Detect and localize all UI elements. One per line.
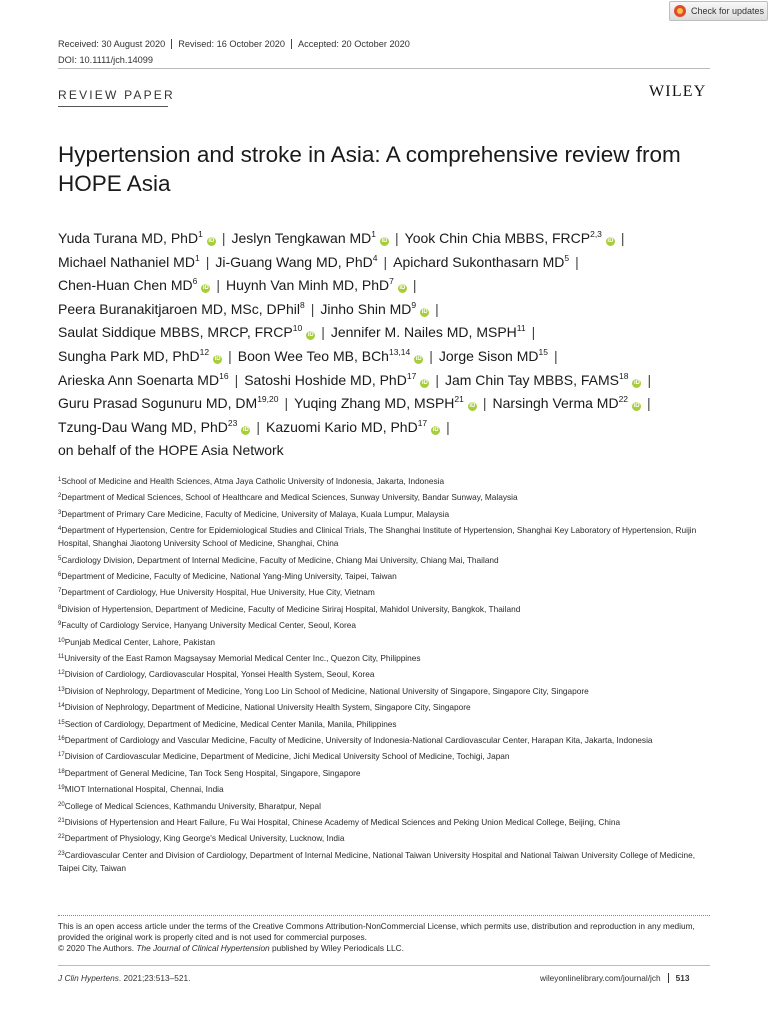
copyright-line bbox=[58, 943, 713, 954]
affiliation bbox=[58, 524, 718, 550]
orcid-icon[interactable]: iD bbox=[421, 379, 428, 386]
orcid-icon[interactable]: iD bbox=[208, 238, 215, 244]
author-separator: | bbox=[216, 277, 220, 294]
affiliation-text: Punjab Medical Center, Lahore, Pakistan bbox=[64, 636, 216, 647]
affiliation bbox=[58, 636, 718, 649]
affiliation bbox=[58, 570, 718, 583]
author-name[interactable]: Kazuomi Kario MD, PhD bbox=[265, 418, 418, 435]
author-affiliation-ref: 7 bbox=[389, 276, 394, 287]
author-name[interactable]: Apichard Sukonthasarn MD bbox=[393, 253, 565, 270]
author-name[interactable]: Yuqing Zhang MD, MSPH bbox=[294, 395, 455, 412]
author-name[interactable]: Ji-Guang Wang MD, PhD bbox=[215, 253, 373, 270]
affiliation-text: Department of Cardiology, Hue University Hospital, Hue University, Hue City, Vietnam bbox=[61, 587, 375, 598]
affiliation-text: Division of Cardiology, Cardiovascular Hospital, Yonsei Health System, Seoul, Korea bbox=[64, 669, 375, 680]
affiliation bbox=[58, 734, 718, 747]
author-separator: | bbox=[284, 395, 289, 412]
orcid-icon[interactable]: iD bbox=[633, 379, 640, 386]
author-affiliation-ref: 1 bbox=[194, 252, 200, 263]
author-name[interactable]: Jorge Sison MD bbox=[438, 347, 539, 364]
orcid-icon[interactable]: iD bbox=[242, 426, 249, 433]
publisher-logo: WILEY bbox=[649, 83, 707, 100]
affiliation bbox=[58, 750, 718, 763]
affiliation bbox=[58, 554, 718, 567]
affiliation-number: 22 bbox=[58, 834, 65, 841]
received-date: Received: 30 August 2020 bbox=[58, 39, 166, 49]
author-separator: | bbox=[234, 371, 239, 388]
author-affiliation-ref: 9 bbox=[411, 299, 417, 310]
journal-name: The Journal of Clinical Hypertension bbox=[136, 943, 270, 954]
author-affiliation-ref: 17 bbox=[406, 370, 417, 381]
author-separator: | bbox=[446, 418, 450, 435]
author-affiliation-ref: 16 bbox=[219, 370, 229, 381]
affiliation bbox=[58, 800, 718, 813]
orcid-icon[interactable]: iD bbox=[399, 285, 406, 292]
affiliation-number: 5 bbox=[58, 555, 62, 562]
affiliation-number: 23 bbox=[58, 850, 65, 857]
author-line bbox=[58, 416, 718, 440]
orcid-icon[interactable]: iD bbox=[469, 403, 476, 410]
author-name[interactable]: Jeslyn Tengkawan MD bbox=[231, 230, 372, 246]
affiliation bbox=[58, 701, 718, 714]
affiliation-number: 6 bbox=[58, 571, 62, 578]
affiliation-text: Section of Cardiology, Department of Medicine, Medical Center Manila, Manila, Philippines bbox=[64, 718, 397, 729]
author-name[interactable]: Yook Chin Chia MBBS, FRCP bbox=[404, 230, 591, 246]
citation bbox=[58, 973, 190, 983]
author-name[interactable]: Jennifer M. Nailes MD, MSPH bbox=[330, 324, 517, 341]
author-separator: | bbox=[575, 253, 579, 270]
author-separator: | bbox=[435, 371, 439, 388]
author-affiliation-ref: 2,3 bbox=[590, 229, 602, 239]
affiliation-text: Department of Medicine, Faculty of Medicine, National Yang-Ming University, Taipei, Taiwan bbox=[61, 570, 397, 581]
author-separator: | bbox=[531, 324, 536, 341]
author-separator: | bbox=[256, 418, 260, 435]
affiliation-number: 4 bbox=[58, 526, 62, 533]
affiliation bbox=[58, 767, 718, 780]
affiliation-number: 3 bbox=[58, 509, 62, 516]
author-list bbox=[58, 227, 718, 463]
license-text: This is an open access article under the terms of the Creative Commons Attribution-NonCommercial License, which permits use, distribution and reproduction in any medium, provided the original work is properly cited and is not used for commercial purposes. bbox=[58, 921, 695, 943]
affiliation-number: 10 bbox=[58, 637, 65, 644]
author-separator: | bbox=[321, 324, 325, 341]
affiliation-text: Faculty of Cardiology Service, Hanyang University Medical Center, Seoul, Korea bbox=[61, 620, 357, 631]
author-affiliation-ref: 1 bbox=[198, 229, 203, 239]
author-separator: | bbox=[647, 395, 651, 412]
affiliation-list bbox=[58, 475, 718, 878]
author-separator: | bbox=[395, 230, 399, 246]
citation-journal: J Clin Hypertens bbox=[58, 973, 119, 983]
author-name[interactable]: Huynh Van Minh MD, PhD bbox=[226, 277, 390, 294]
author-line bbox=[58, 321, 718, 345]
affiliation-text: Division of Nephrology, Department of Medicine, Yong Loo Lin School of Medicine, National University of Singapore, Singapore City, Singapore bbox=[64, 685, 589, 696]
author-name[interactable]: Peera Buranakitjaroen MD, MSc, DPhil bbox=[58, 300, 300, 317]
author-separator: | bbox=[412, 277, 417, 294]
affiliation-number: 19 bbox=[58, 785, 65, 792]
copyright-prefix: © 2020 The Authors. bbox=[58, 943, 137, 954]
copyright-suffix: published by Wiley Periodicals LLC. bbox=[269, 943, 404, 954]
author-separator: | bbox=[383, 253, 388, 270]
affiliation bbox=[58, 491, 718, 504]
author-name[interactable]: Sungha Park MD, PhD bbox=[58, 347, 200, 364]
affiliation bbox=[58, 619, 718, 632]
affiliation-number: 8 bbox=[58, 604, 62, 611]
affiliation-number: 11 bbox=[58, 653, 65, 660]
author-separator: | bbox=[221, 230, 226, 246]
author-name[interactable]: Chen-Huan Chen MD bbox=[58, 277, 193, 294]
author-separator: | bbox=[310, 300, 315, 317]
footer-divider bbox=[58, 965, 710, 966]
affiliation bbox=[58, 685, 718, 698]
license-block bbox=[58, 921, 713, 955]
license-divider bbox=[58, 915, 710, 916]
affiliation-text: University of the East Ramon Magsaysay Memorial Medical Center Inc., Quezon City, Philippines bbox=[64, 652, 421, 663]
affiliation-text: Department of Medical Sciences, School of Healthcare and Medical Sciences, Sunway University, Bandar Sunway, Malaysia bbox=[61, 492, 518, 503]
affiliation-text: Department of Primary Care Medicine, Faculty of Medicine, University of Malaya, Kuala Lumpur, Malaysia bbox=[61, 508, 450, 519]
author-separator: | bbox=[647, 371, 652, 388]
affiliation bbox=[58, 832, 718, 845]
affiliation-number: 20 bbox=[58, 801, 65, 808]
affiliation-text: School of Medicine and Health Sciences, Atma Jaya Catholic University of Indonesia, Jakarta, Indonesia bbox=[61, 476, 445, 486]
check-for-updates-label: Check for updates bbox=[691, 6, 765, 16]
author-line bbox=[58, 392, 718, 416]
affiliation-number: 21 bbox=[58, 818, 65, 825]
author-affiliation-ref: 22 bbox=[618, 394, 629, 405]
author-affiliation-ref: 8 bbox=[300, 299, 305, 310]
footer-right bbox=[540, 973, 690, 983]
affiliation-text: Divisions of Hypertension and Heart Failure, Fu Wai Hospital, Chinese Academy of Medical Sciences and Peking Union Medical College, Beijing, China bbox=[64, 817, 621, 828]
author-separator: | bbox=[482, 395, 487, 412]
author-affiliation-ref: 10 bbox=[292, 323, 303, 334]
author-name[interactable]: Yuda Turana MD, PhD bbox=[58, 230, 199, 246]
affiliation-number: 12 bbox=[58, 670, 65, 677]
author-name[interactable]: Saulat Siddique MBBS, MRCP, FRCP bbox=[58, 324, 293, 341]
orcid-icon[interactable]: iD bbox=[432, 426, 439, 433]
orcid-icon[interactable]: iD bbox=[415, 355, 422, 362]
author-name[interactable]: Tzung-Dau Wang MD, PhD bbox=[58, 418, 228, 435]
affiliation-text: Department of Cardiology and Vascular Medicine, Faculty of Medicine, University of Indonesia-National Cardiovascular Center, Harapan Kita, Jakarta, Indonesia bbox=[64, 735, 653, 745]
affiliation bbox=[58, 849, 718, 875]
affiliation bbox=[58, 586, 718, 599]
author-line bbox=[58, 345, 718, 369]
author-line bbox=[58, 274, 718, 298]
affiliation-number: 16 bbox=[58, 736, 65, 742]
orcid-icon[interactable]: iD bbox=[381, 238, 388, 244]
section-underline bbox=[58, 106, 168, 107]
author-separator: | bbox=[205, 253, 210, 270]
affiliation bbox=[58, 718, 718, 731]
affiliation bbox=[58, 816, 718, 829]
orcid-icon[interactable]: iD bbox=[214, 355, 221, 362]
affiliation-number: 17 bbox=[58, 752, 65, 759]
behalf-line: on behalf of the HOPE Asia Network bbox=[58, 442, 284, 459]
author-lines bbox=[58, 227, 718, 439]
check-for-updates-button[interactable] bbox=[669, 1, 768, 21]
page-number: 513 bbox=[668, 973, 690, 983]
affiliation bbox=[58, 508, 718, 521]
author-affiliation-ref: 11 bbox=[516, 323, 526, 334]
citation-details: . 2021;23:513–521. bbox=[118, 973, 191, 983]
affiliation-number: 9 bbox=[58, 621, 62, 628]
author-affiliation-ref: 13,14 bbox=[388, 346, 411, 357]
affiliation bbox=[58, 652, 718, 665]
affiliation-text: Department of Physiology, King George's Medical University, Lucknow, India bbox=[64, 833, 345, 844]
accepted-date: Accepted: 20 October 2020 bbox=[291, 39, 416, 49]
affiliation bbox=[58, 668, 718, 681]
section-label: REVIEW PAPER bbox=[58, 88, 175, 102]
affiliation-text: Department of General Medicine, Tan Tock Seng Hospital, Singapore, Singapore bbox=[64, 767, 361, 778]
author-affiliation-ref: 18 bbox=[618, 370, 629, 381]
affiliation bbox=[58, 475, 718, 488]
crossmark-icon bbox=[674, 5, 686, 17]
article-title: Hypertension and stroke in Asia: A comprehensive review from HOPE Asia bbox=[58, 142, 681, 196]
affiliation-text: College of Medical Sciences, Kathmandu University, Bharatpur, Nepal bbox=[64, 800, 321, 811]
orcid-icon[interactable]: iD bbox=[202, 285, 209, 292]
orcid-icon[interactable]: iD bbox=[421, 308, 428, 315]
author-affiliation-ref: 15 bbox=[538, 346, 548, 357]
author-name[interactable]: Arieska Ann Soenarta MD bbox=[58, 371, 220, 388]
doi-link[interactable]: DOI: 10.1111/jch.14099 bbox=[58, 55, 153, 65]
article-dates bbox=[58, 37, 416, 51]
author-affiliation-ref: 19,20 bbox=[257, 394, 279, 405]
author-separator: | bbox=[435, 300, 439, 317]
author-name[interactable]: Boon Wee Teo MB, BCh bbox=[237, 347, 389, 364]
revised-date: Revised: 16 October 2020 bbox=[171, 39, 291, 49]
affiliation-number: 13 bbox=[58, 686, 65, 693]
author-affiliation-ref: 23 bbox=[227, 417, 238, 428]
affiliation-number: 7 bbox=[58, 588, 62, 595]
author-affiliation-ref: 12 bbox=[199, 346, 210, 357]
author-name[interactable]: Jam Chin Tay MBBS, FAMS bbox=[444, 371, 619, 388]
header-divider bbox=[58, 68, 710, 69]
affiliation bbox=[58, 603, 718, 616]
author-affiliation-ref: 5 bbox=[564, 252, 570, 263]
author-line bbox=[58, 369, 718, 393]
author-name[interactable]: Guru Prasad Sogunuru MD, DM bbox=[58, 395, 258, 412]
affiliation-text: Division of Hypertension, Department of Medicine, Faculty of Medicine Siriraj Hospital, Mahidol University, Bangkok, Thailand bbox=[61, 603, 521, 614]
author-separator: | bbox=[228, 347, 232, 364]
affiliation-number: 2 bbox=[58, 493, 62, 500]
affiliation-text: Division of Nephrology, Department of Medicine, National University Health System, Singapore City, Singapore bbox=[64, 702, 471, 713]
author-name[interactable]: Jinho Shin MD bbox=[320, 300, 412, 317]
author-line bbox=[58, 227, 718, 251]
author-affiliation-ref: 1 bbox=[371, 229, 376, 239]
orcid-icon[interactable]: iD bbox=[607, 238, 614, 244]
author-line bbox=[58, 298, 718, 322]
affiliation-number: 14 bbox=[58, 703, 65, 710]
affiliation-number: 15 bbox=[58, 719, 65, 726]
orcid-icon[interactable]: iD bbox=[307, 332, 314, 339]
affiliation-text: MIOT International Hospital, Chennai, India bbox=[64, 784, 224, 795]
affiliation-number: 1 bbox=[58, 477, 62, 483]
author-separator: | bbox=[553, 347, 558, 364]
author-name[interactable]: Narsingh Verma MD bbox=[492, 395, 619, 412]
affiliation-number: 18 bbox=[58, 768, 65, 775]
author-affiliation-ref: 4 bbox=[372, 252, 378, 263]
affiliation-text: Cardiology Division, Department of Internal Medicine, Faculty of Medicine, Chiang Mai University, Chiang Mai, Thailand bbox=[61, 554, 499, 565]
affiliation-text: Division of Cardiovascular Medicine, Department of Medicine, Jichi Medical University School of Medicine, Tochigi, Japan bbox=[64, 751, 510, 762]
author-affiliation-ref: 21 bbox=[454, 394, 464, 405]
author-name[interactable]: Michael Nathaniel MD bbox=[58, 253, 195, 270]
affiliation-text: Department of Hypertension, Centre for Epidemiological Studies and Clinical Trials, The Shanghai Institute of Hypertension, Shanghai Key Laboratory of Hypertension, Ruijin Hospital, Shanghai Jiaotong University School of Medicine, Shanghai, China bbox=[58, 525, 697, 549]
author-line bbox=[58, 251, 718, 275]
author-name[interactable]: Satoshi Hoshide MD, PhD bbox=[244, 371, 407, 388]
journal-url[interactable]: wileyonlinelibrary.com/journal/jch bbox=[540, 973, 661, 983]
affiliation-text: Cardiovascular Center and Division of Cardiology, Department of Internal Medicine, National Taiwan University Hospital and National Taiwan University College of Medicine, Taipei City, Taiwan bbox=[58, 849, 696, 873]
author-affiliation-ref: 17 bbox=[417, 417, 428, 428]
author-affiliation-ref: 6 bbox=[192, 276, 198, 287]
orcid-icon[interactable]: iD bbox=[633, 403, 640, 410]
author-separator: | bbox=[429, 347, 433, 364]
author-separator: | bbox=[620, 230, 625, 246]
affiliation bbox=[58, 783, 718, 796]
